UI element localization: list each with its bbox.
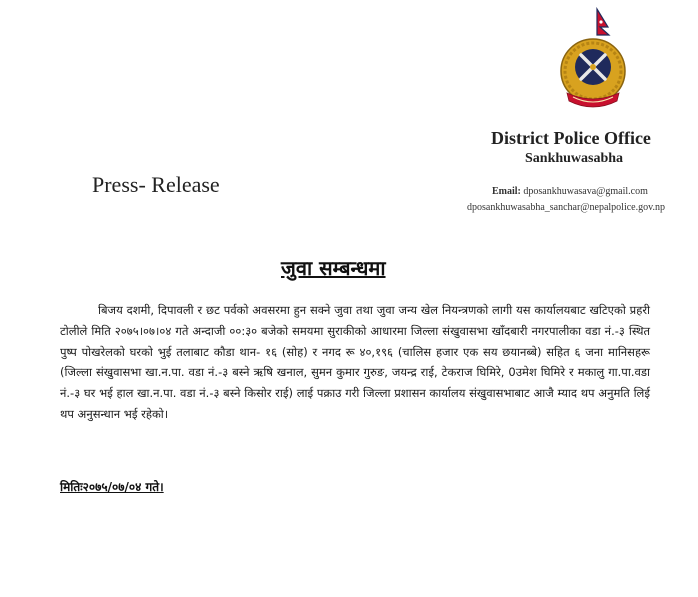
office-name: District Police Office — [491, 128, 651, 148]
page-title: Press- Release — [92, 172, 220, 197]
document-date: मितिः२०७५/०७/०४ गते। — [60, 480, 164, 494]
email-label: Email: — [492, 186, 521, 197]
document-subject: जुवा सम्बन्धमा — [281, 256, 386, 280]
nepal-police-emblem-icon — [553, 5, 633, 120]
document-body: बिजय दशमी, दिपावली र छट पर्वको अवसरमा हुन सक्ने जुवा तथा जुवा जन्य खेल नियन्त्रणको लागी यस कार्यालयबाट खटिएको प्रहरी टोलीले मिति २०७५।०७।०४ गते अन्दाजी ००:३० बजेको समयमा सुराकीको आधारमा जिल्ला संखुवासभा खाँदबारी नगरपालीका वडा नं.-३ स्थित पुष्प पोखरेलको घरको भुई तलाबाट कौडा थान- १६ (सोह) र नगद रू ४०,१९६ (चालिस हजार एक सय छयानब्बे) सहित ६ जना मानिसहरू (जिल्ला संखुवासभा खा.न.पा. वडा नं.-३ बस्ने ऋषि खनाल, सुमन कुमार गुरुङ, जयन्द्र राई, टेकराज घिमिरे, 0उमेश घिमिरे र मकालु गा.पा.वडा नं.-३ घर भई हाल खा.न.पा. वडा नं.-३ बस्ने किसोर राई) लाई पक्राउ गरी जिल्ला प्रशासन कार्यालय संखुवासभाबाट आजै म्याद थप अनुमति लिई थप अनुसन्धान भई रहेको। — [60, 303, 650, 421]
email-line — [492, 186, 648, 197]
email-secondary[interactable]: dposankhuwasabha_sanchar@nepalpolice.gov.np — [467, 202, 665, 213]
email-primary[interactable]: dposankhuwasava@gmail.com — [523, 186, 648, 197]
police-emblem-logo — [553, 5, 633, 120]
office-location: Sankhuwasabha — [525, 151, 624, 166]
